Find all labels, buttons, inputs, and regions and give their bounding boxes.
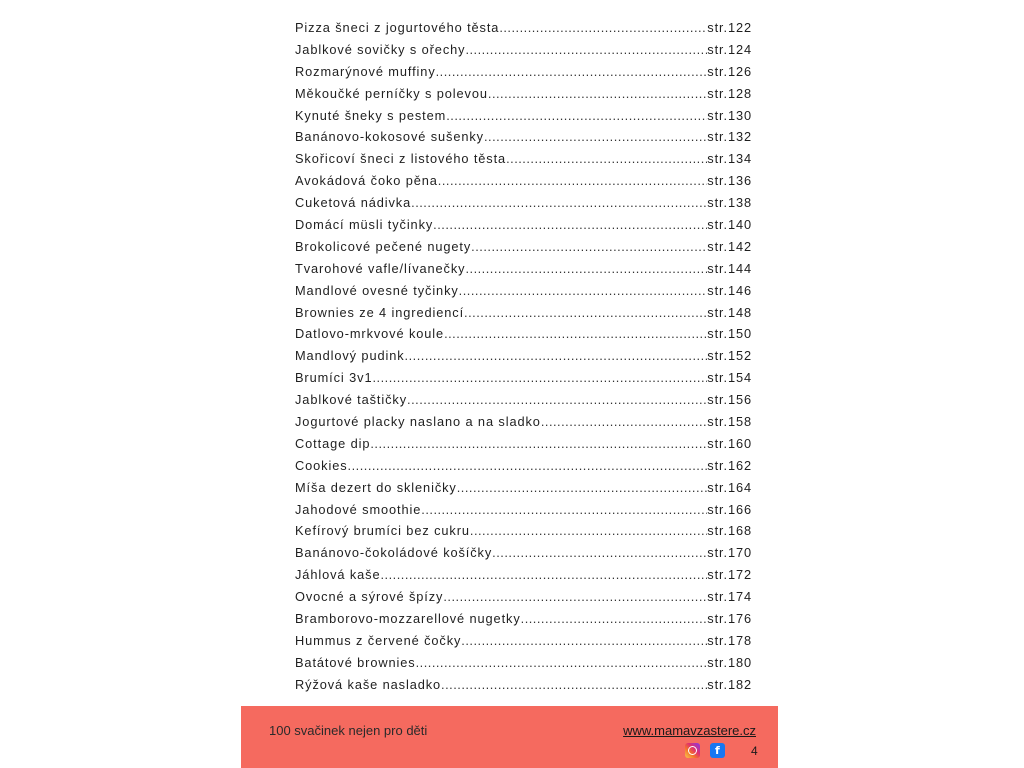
toc-entry-page: str.122 xyxy=(707,20,752,35)
toc-dot-leader xyxy=(499,20,707,35)
toc-entry xyxy=(295,326,752,348)
toc-entry xyxy=(295,305,752,327)
toc-entry xyxy=(295,458,752,480)
toc-entry-page: str.176 xyxy=(707,611,752,627)
toc-entry-page: str.158 xyxy=(707,414,752,430)
toc-dot-leader xyxy=(457,480,708,495)
toc-entry-title: Batátové brownies xyxy=(295,654,416,670)
toc-entry xyxy=(295,480,752,502)
toc-dot-leader xyxy=(444,326,707,341)
toc-entry-title: Hummus z červené čočky xyxy=(295,632,462,648)
toc-entry-title: Cuketová nádivka xyxy=(295,195,412,211)
toc-entry xyxy=(295,195,752,217)
toc-entry-page: str.134 xyxy=(707,151,752,167)
toc-entry-page: str.174 xyxy=(707,589,752,605)
table-of-contents xyxy=(295,20,752,699)
toc-dot-leader xyxy=(461,633,707,648)
toc-entry xyxy=(295,436,752,458)
toc-entry xyxy=(295,129,752,151)
toc-entry-title: Kefírový brumíci bez cukru xyxy=(295,523,470,539)
toc-entry-title: Jablkové taštičky xyxy=(295,392,408,408)
toc-entry xyxy=(295,370,752,392)
toc-dot-leader xyxy=(465,261,707,276)
toc-dot-leader xyxy=(446,108,707,123)
toc-entry xyxy=(295,677,752,699)
toc-entry xyxy=(295,86,752,108)
toc-entry-title: Tvarohové vafle/lívanečky xyxy=(295,260,466,276)
toc-entry xyxy=(295,64,752,86)
toc-entry-page: str.138 xyxy=(707,195,752,211)
toc-entry-title: Pizza šneci z jogurtového těsta xyxy=(295,20,500,35)
toc-entry-title: Banánovo-čokoládové košíčky xyxy=(295,545,493,561)
toc-entry xyxy=(295,633,752,655)
toc-entry-title: Jablkové sovičky s ořechy xyxy=(295,41,466,57)
toc-entry-title: Brownies ze 4 ingrediencí xyxy=(295,304,465,320)
toc-entry xyxy=(295,502,752,524)
toc-dot-leader xyxy=(421,502,707,517)
toc-dot-leader xyxy=(471,239,707,254)
toc-entry-page: str.166 xyxy=(707,501,752,517)
toc-entry-title: Jáhlová kaše xyxy=(295,567,381,583)
toc-entry-page: str.164 xyxy=(707,479,752,495)
toc-entry xyxy=(295,173,752,195)
toc-entry-title: Banánovo-kokosové sušenky xyxy=(295,129,484,145)
toc-entry-title: Kynuté šneky s pestem xyxy=(295,107,447,123)
toc-entry-title: Brokolicové pečené nugety xyxy=(295,238,472,254)
toc-dot-leader xyxy=(459,283,708,298)
toc-entry-page: str.180 xyxy=(707,654,752,670)
toc-dot-leader xyxy=(405,348,708,363)
page-number: 4 xyxy=(751,744,758,758)
facebook-icon[interactable] xyxy=(710,743,725,758)
toc-entry xyxy=(295,217,752,239)
toc-entry xyxy=(295,20,752,42)
toc-entry-page: str.150 xyxy=(707,326,752,342)
toc-entry xyxy=(295,655,752,677)
document-page xyxy=(241,0,778,768)
toc-entry-page: str.160 xyxy=(707,435,752,451)
toc-dot-leader xyxy=(506,151,707,166)
toc-dot-leader xyxy=(464,305,707,320)
toc-entry xyxy=(295,567,752,589)
toc-entry-title: Datlovo-mrkvové koule xyxy=(295,326,445,342)
toc-entry-page: str.178 xyxy=(707,632,752,648)
toc-entry-page: str.124 xyxy=(707,41,752,57)
toc-entry xyxy=(295,42,752,64)
toc-entry-title: Mandlové ovesné tyčinky xyxy=(295,282,459,298)
toc-entry-title: Jahodové smoothie xyxy=(295,501,422,517)
toc-dot-leader xyxy=(521,611,708,626)
toc-dot-leader xyxy=(438,173,707,188)
toc-entry-page: str.136 xyxy=(707,173,752,189)
toc-dot-leader xyxy=(441,677,707,692)
toc-entry-page: str.130 xyxy=(707,107,752,123)
toc-entry-page: str.132 xyxy=(707,129,752,145)
toc-entry xyxy=(295,392,752,414)
toc-entry-page: str.126 xyxy=(707,63,752,79)
toc-entry xyxy=(295,108,752,130)
toc-entry-title: Domácí müsli tyčinky xyxy=(295,217,434,233)
toc-dot-leader xyxy=(443,589,707,604)
page-footer xyxy=(241,706,778,768)
toc-entry-page: str.168 xyxy=(707,523,752,539)
toc-entry-page: str.154 xyxy=(707,370,752,386)
toc-entry-title: Avokádová čoko pěna xyxy=(295,173,438,189)
toc-entry-title: Ovocné a sýrové špízy xyxy=(295,589,444,605)
toc-entry xyxy=(295,589,752,611)
footer-book-title: 100 svačinek nejen pro děti xyxy=(269,723,428,738)
toc-dot-leader xyxy=(416,655,708,670)
toc-dot-leader xyxy=(372,370,707,385)
toc-entry-page: str.156 xyxy=(707,392,752,408)
toc-entry xyxy=(295,348,752,370)
toc-entry-page: str.142 xyxy=(707,238,752,254)
toc-entry-page: str.128 xyxy=(707,85,752,101)
toc-entry xyxy=(295,523,752,545)
toc-entry-page: str.144 xyxy=(707,260,752,276)
toc-entry xyxy=(295,151,752,173)
toc-dot-leader xyxy=(488,86,707,101)
toc-entry-title: Skořicoví šneci z listového těsta xyxy=(295,151,507,167)
toc-entry-title: Míša dezert do skleničky xyxy=(295,479,457,495)
toc-entry xyxy=(295,261,752,283)
toc-entry-title: Cookies xyxy=(295,457,348,473)
toc-entry-title: Měkoučké perníčky s polevou xyxy=(295,85,488,101)
website-link[interactable]: www.mamavzastere.cz xyxy=(623,723,756,738)
toc-entry-page: str.146 xyxy=(707,282,752,298)
instagram-icon[interactable] xyxy=(685,743,700,758)
toc-entry-title: Brumíci 3v1 xyxy=(295,370,373,386)
toc-entry-page: str.182 xyxy=(707,676,752,692)
toc-entry-title: Bramborovo-mozzarellové nugetky xyxy=(295,611,521,627)
toc-dot-leader xyxy=(348,458,708,473)
toc-entry-page: str.148 xyxy=(707,304,752,320)
toc-entry xyxy=(295,414,752,436)
toc-dot-leader xyxy=(541,414,707,429)
toc-dot-leader xyxy=(465,42,707,57)
toc-dot-leader xyxy=(407,392,707,407)
toc-entry-title: Rozmarýnové muffiny xyxy=(295,63,436,79)
toc-entry-page: str.140 xyxy=(707,217,752,233)
toc-entry-page: str.172 xyxy=(707,567,752,583)
toc-dot-leader xyxy=(470,523,707,538)
toc-entry-page: str.152 xyxy=(707,348,752,364)
toc-entry-page: str.170 xyxy=(707,545,752,561)
toc-entry-title: Mandlový pudink xyxy=(295,348,405,364)
toc-entry-page: str.162 xyxy=(707,457,752,473)
toc-entry xyxy=(295,545,752,567)
toc-entry-title: Rýžová kaše nasladko xyxy=(295,676,442,692)
toc-dot-leader xyxy=(492,545,707,560)
toc-entry xyxy=(295,283,752,305)
toc-dot-leader xyxy=(381,567,708,582)
toc-dot-leader xyxy=(370,436,707,451)
toc-entry-title: Cottage dip xyxy=(295,435,371,451)
toc-dot-leader xyxy=(484,129,707,144)
toc-entry xyxy=(295,611,752,633)
toc-entry xyxy=(295,239,752,261)
toc-dot-leader xyxy=(436,64,708,79)
toc-dot-leader xyxy=(411,195,707,210)
toc-entry-title: Jogurtové placky naslano a na sladko xyxy=(295,414,541,430)
toc-dot-leader xyxy=(433,217,707,232)
